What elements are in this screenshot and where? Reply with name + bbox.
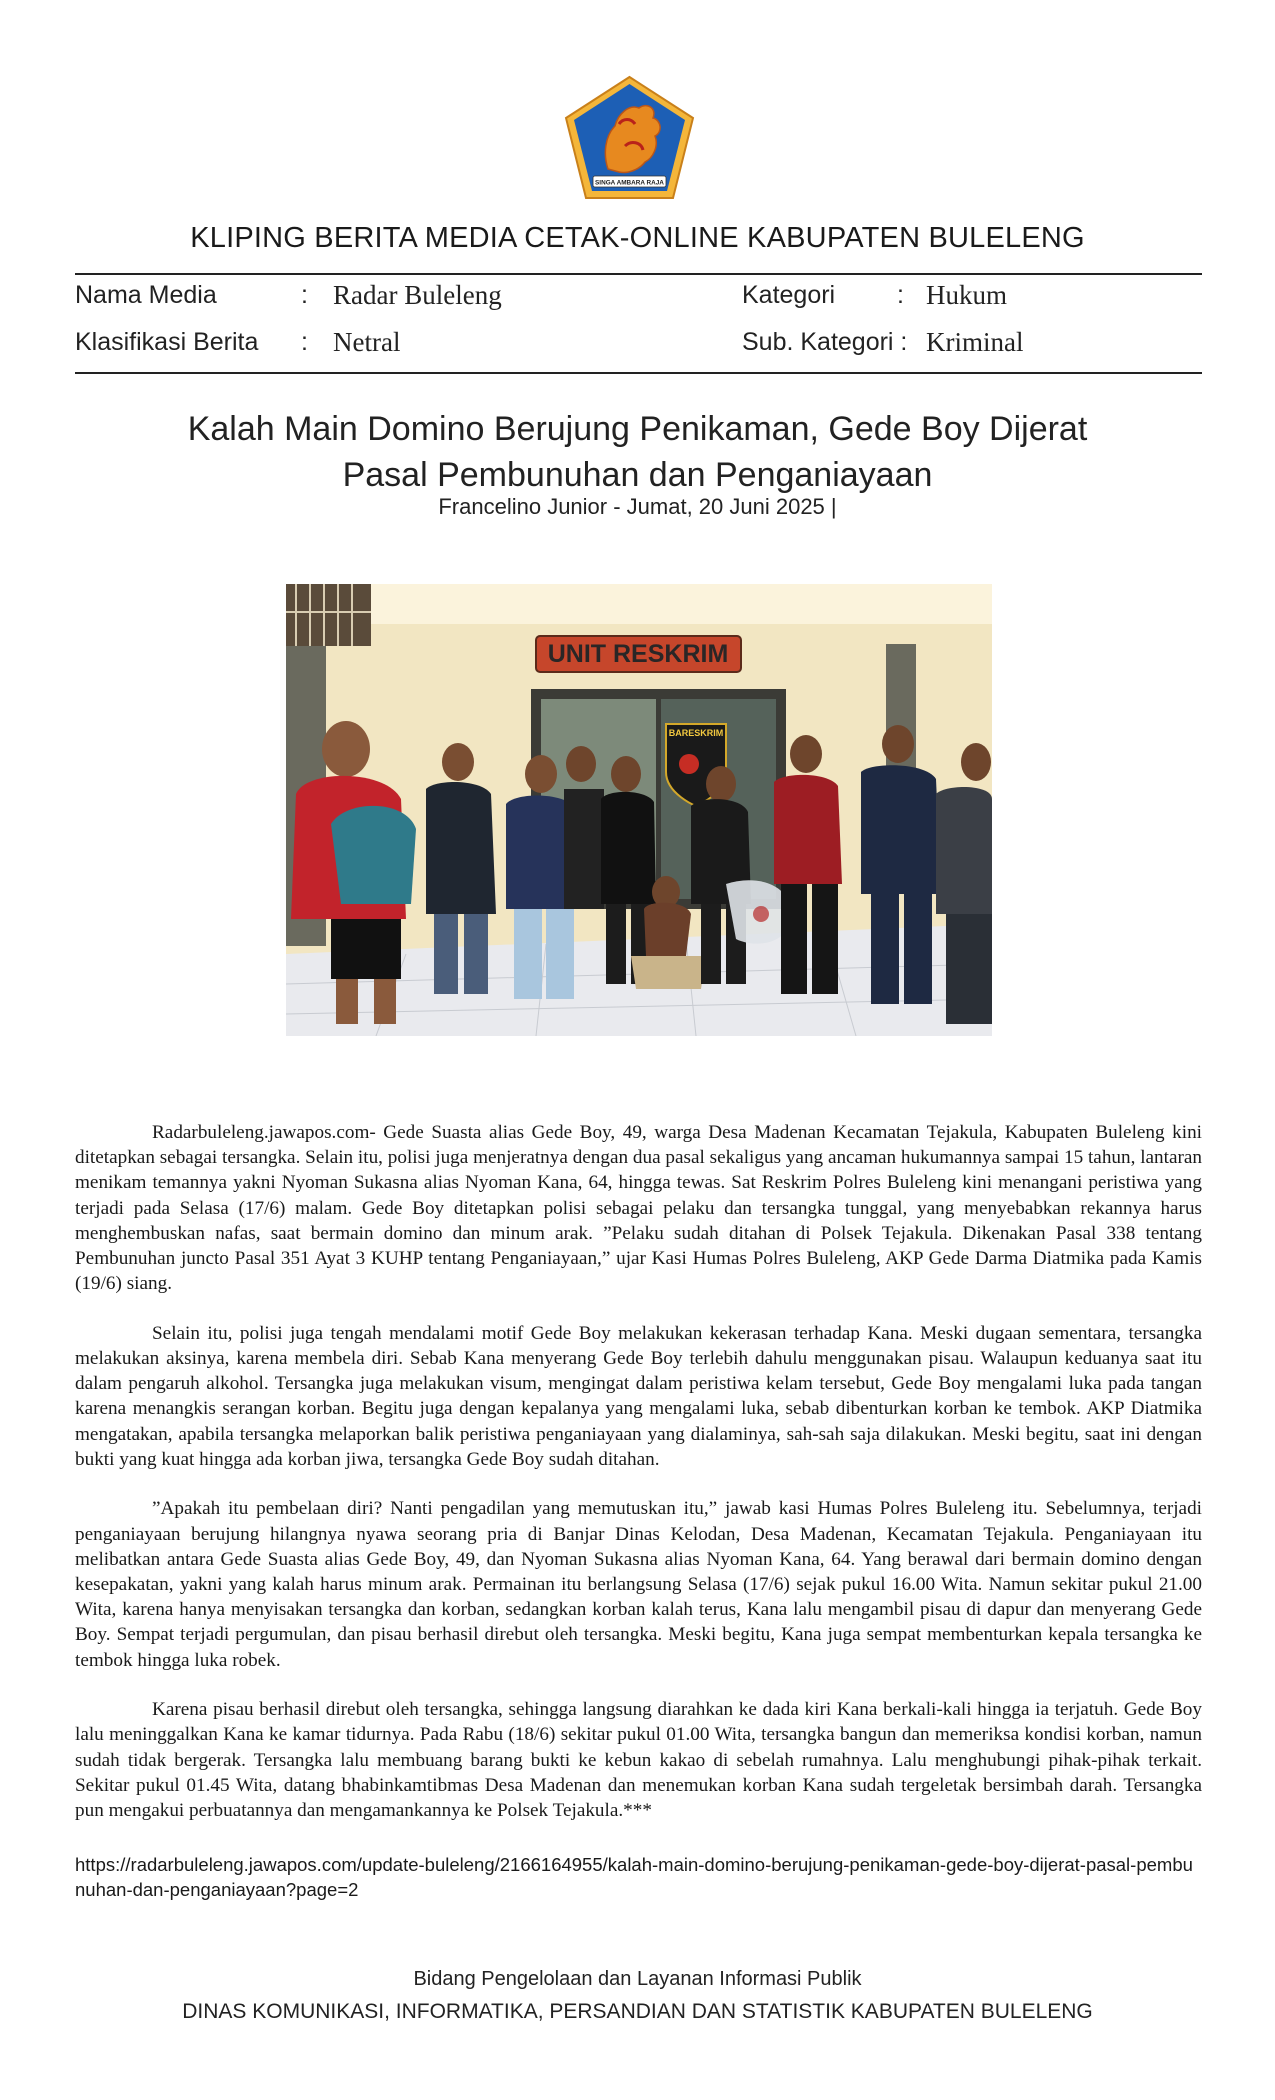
- footer-agency: DINAS KOMUNIKASI, INFORMATIKA, PERSANDIAN DAN STATISTIK KABUPATEN BULELENG: [182, 2000, 1093, 2023]
- article-paragraph: Radarbuleleng.jawapos.com- Gede Suasta alias Gede Boy, 49, warga Desa Madenan Kecamatan Tejakula, Kabupaten Buleleng kini ditetapkan sebagai tersangka. Selain itu, polisi juga menjeratnya dengan dua pasal sekaligus yang ancaman hukumannya sampai 15 tahun, lantaran menikam temannya yakni Nyoman Sukasna alias Nyoman Kana, 64, hingga tewas. Sat Reskrim Polres Buleleng kini menangani peristiwa yang terjadi pada Selasa (17/6) malam. Gede Boy ditetapkan polisi sebagai pelaku dan tersangka tunggal, yang menyebabkan rekannya harus menghembuskan nafas, saat bermain domino dan minum arak. ”Pelaku sudah ditahan di Polsek Tejakula. Dikenakan Pasal 338 tentang Pembunuhan juncto Pasal 351 Ayat 3 KUHP tentang Penganiayaan,” ujar Kasi Humas Polres Buleleng, AKP Gede Darma Diatmika pada Kamis (19/6) siang.: [75, 1122, 1202, 1295]
- photo-badge-text: BARESKRIM: [668, 728, 724, 738]
- article-headline: [0, 406, 1275, 498]
- media-label: Nama Media: [75, 281, 217, 309]
- kategori-colon: :: [897, 281, 904, 309]
- media-colon: :: [301, 281, 308, 309]
- klasifikasi-label: Klasifikasi Berita: [75, 328, 259, 356]
- article-body: [75, 1120, 1202, 1848]
- footer-division: Bidang Pengelolaan dan Layanan Informasi Publik: [413, 1968, 862, 1990]
- subkategori-label: Sub. Kategori :: [742, 328, 908, 356]
- top-divider: [75, 273, 1202, 275]
- article-photo: [286, 584, 992, 1036]
- klasifikasi-colon: :: [301, 328, 308, 356]
- subkategori-value: Kriminal: [926, 327, 1024, 357]
- logo-motto: SINGA AMBARA RAJA: [595, 179, 664, 187]
- source-url: https://radarbuleleng.jawapos.com/update-buleleng/2166164955/kalah-main-domino-berujung-penikaman-gede-boy-dijerat-pasal-pembunuhan-dan-penganiayaan?page=2: [75, 1854, 1193, 1900]
- kategori-label: Kategori: [742, 281, 836, 309]
- article-paragraph: ”Apakah itu pembelaan diri? Nanti pengadilan yang memutuskan itu,” jawab kasi Humas Polres Buleleng itu. Sebelumnya, terjadi penganiayaan berujung hilangnya nyawa seorang pria di Banjar Dinas Kelodan, Desa Madenan, Kecamatan Tejakula. Penganiayaan itu melibatkan antara Gede Suasta alias Gede Boy, 49, dan Nyoman Sukasna alias Nyoman Kana, 64. Yang berawal dari bermain domino dengan kesepakatan, yakni yang kalah harus minum arak. Permainan itu berlangsung Selasa (17/6) sejak pukul 16.00 Wita. Namun sekitar pukul 21.00 Wita, karena hanya menyisakan tersangka dan korban, sedangkan korban kalah terus, Kana lalu mengambil pisau di dapur dan menyerang Gede Boy. Sempat terjadi pergumulan, dan pisau berhasil direbut oleh tersangka. Meski begitu, Kana juga sempat membenturkan kepala tersangka ke tembok hingga luka robek.: [75, 1498, 1202, 1671]
- article-paragraph: Selain itu, polisi juga tengah mendalami motif Gede Boy melakukan kekerasan terhadap Kana. Meski dugaan sementara, tersangka melakukan aksinya, karena membela diri. Sebab Kana menyerang Gede Boy terlebih dahulu menggunakan pisau. Walaupun keduanya saat itu dalam pengaruh alkohol. Tersangka juga melakukan visum, mengingat dalam peristiwa kelam tersebut, Gede Boy mengalami luka pada tangan karena menangkis serangan korban. Begitu juga dengan kepalanya yang mengalami luka, sebab dibenturkan korban ke tembok. AKP Diatmika mengatakan, apabila tersangka melaporkan balik peristiwa penganiayaan yang dialaminya, sah-sah saja dilakukan. Meski begitu, saat ini dengan bukti yang kuat hingga ada korban jiwa, tersangka Gede Boy sudah ditahan.: [75, 1322, 1202, 1470]
- article-byline: Francelino Junior - Jumat, 20 Juni 2025 |: [438, 494, 837, 519]
- bottom-divider: [75, 372, 1202, 374]
- document-title: KLIPING BERITA MEDIA CETAK-ONLINE KABUPATEN BULELENG: [190, 222, 1085, 254]
- photo-sign-text: UNIT RESKRIM: [547, 640, 729, 668]
- kategori-value: Hukum: [926, 280, 1007, 310]
- headline-line-2: Pasal Pembunuhan dan Penganiayaan: [342, 456, 933, 494]
- buleleng-police-logo: [563, 74, 696, 201]
- article-paragraph: Karena pisau berhasil direbut oleh tersangka, sehingga langsung diarahkan ke dada kiri Kana berkali-kali hingga ia terjatuh. Gede Boy lalu meninggalkan Kana ke kamar tidurnya. Pada Rabu (18/6) sekitar pukul 01.00 Wita, tersangka bangun dan memeriksa kondisi korban, namun sudah tidak bergerak. Tersangka lalu membuang barang bukti ke kebun kakao di sebelah rumahnya. Lalu menghubungi pihak-pihak terkait. Sekitar pukul 01.45 Wita, datang bhabinkamtibmas Desa Madenan dan menemukan korban Kana sudah tergeletak bersimbah darah. Tersangka pun mengakui perbuatannya dan mengamankannya ke Polsek Tejakula.***: [75, 1699, 1202, 1822]
- media-value: Radar Buleleng: [333, 280, 502, 310]
- klasifikasi-value: Netral: [333, 327, 401, 357]
- headline-line-1: Kalah Main Domino Berujung Penikaman, Gede Boy Dijerat: [187, 410, 1088, 448]
